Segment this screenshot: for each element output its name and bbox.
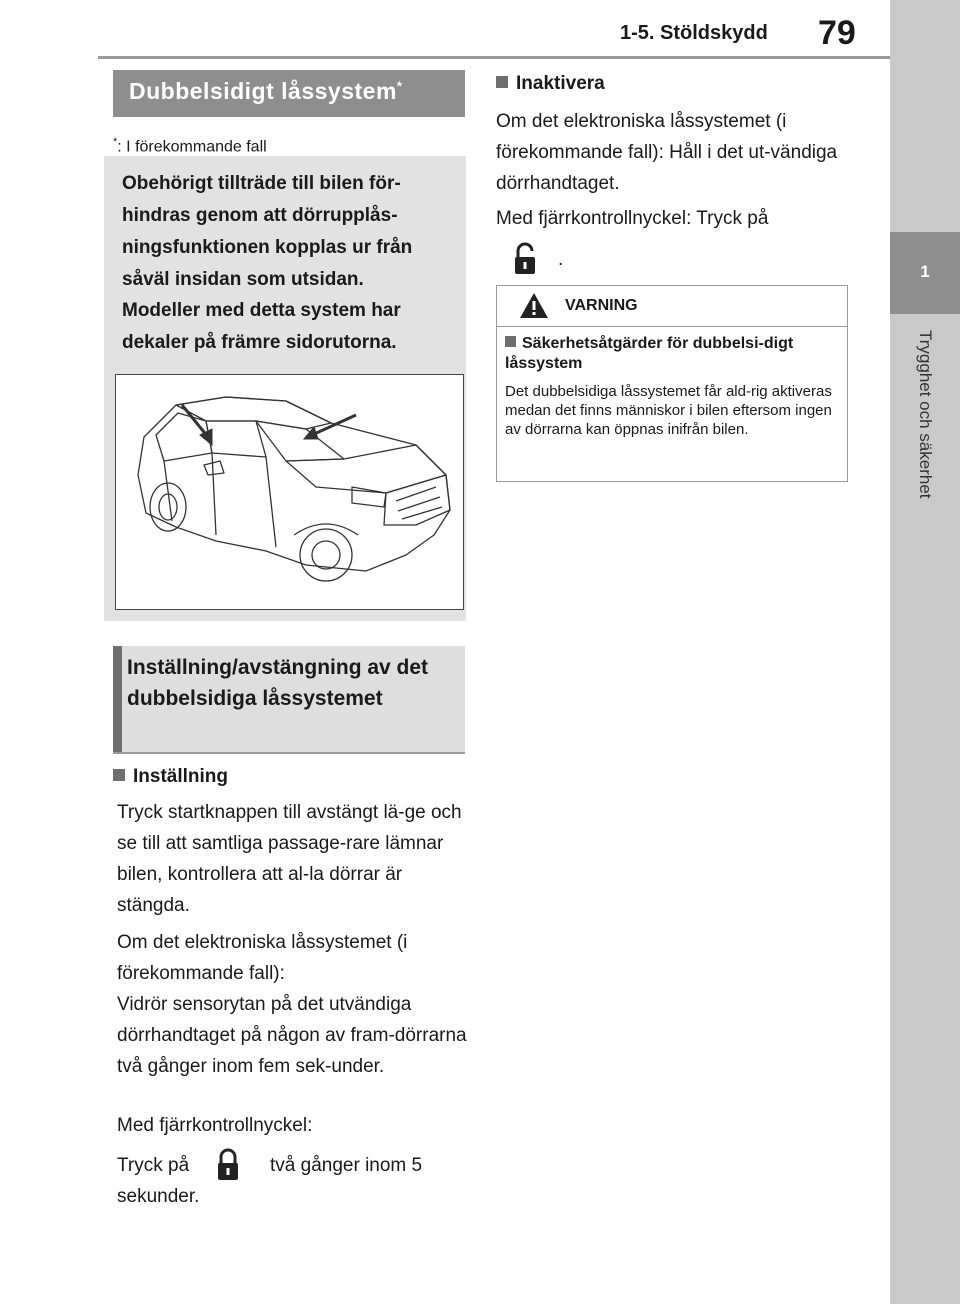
setting-paragraph-3: Vidrör sensorytan på det utvändiga dörrhandtaget på någon av fram-dörrarna två gånger inom fem sek-under. bbox=[117, 994, 467, 1077]
main-heading-text: Dubbelsidigt låssystem bbox=[129, 78, 397, 104]
deactivate-paragraph-2: Med fjärrkontrollnyckel: Tryck på bbox=[496, 208, 769, 229]
footnote-text: : I förekommande fall bbox=[117, 138, 267, 156]
deactivate-paragraph-3: . bbox=[558, 249, 564, 270]
unlock-icon bbox=[510, 240, 540, 278]
setting-paragraph-4: Med fjärrkontrollnyckel: bbox=[117, 1115, 313, 1136]
page-number: 79 bbox=[818, 14, 856, 52]
section-heading: Inställning/avstängning av det dubbelsidiga låssystemet bbox=[127, 656, 429, 710]
deactivate-heading-text: Inaktivera bbox=[516, 73, 605, 94]
deactivate-heading bbox=[496, 73, 605, 95]
section-heading-accent bbox=[113, 646, 122, 752]
intro-paragraph-1: Obehörigt tillträde till bilen för-hindras genom att dörrupplås-ningsfunktionen kopplas ur från såväl insidan som utsidan. bbox=[122, 173, 413, 290]
section-title: 1-5. Stöldskydd bbox=[620, 22, 768, 44]
intro-paragraph-2: Modeller med detta system har dekaler på främre sidorutorna. bbox=[122, 300, 401, 353]
footnote-mark: * bbox=[113, 136, 118, 148]
warning-label: VARNING bbox=[565, 297, 638, 314]
setting-heading bbox=[113, 766, 228, 788]
chapter-sidebar bbox=[890, 0, 960, 1304]
main-heading-mark: * bbox=[396, 78, 403, 94]
setting-paragraph-1: Tryck startknappen till avstängt lä-ge och se till att samtliga passage-rare lämnar bilen, kontrollera att al-la dörrar är stängda. bbox=[117, 802, 462, 916]
setting-heading-text: Inställning bbox=[133, 766, 228, 787]
setting-paragraph-2: Om det elektroniska låssystemet (i förekommande fall): bbox=[117, 932, 408, 984]
square-bullet-icon bbox=[496, 76, 508, 88]
car-drawing bbox=[116, 375, 463, 609]
warning-subheading-text: Säkerhetsåtgärder för dubbelsi-digt låssystem bbox=[505, 335, 794, 372]
setting-paragraph-5a: Tryck på bbox=[117, 1155, 190, 1176]
warning-triangle-icon bbox=[519, 292, 549, 319]
warning-box bbox=[496, 285, 848, 482]
chapter-number: 1 bbox=[920, 262, 930, 281]
square-bullet-icon bbox=[505, 336, 516, 347]
car-illustration bbox=[115, 374, 464, 610]
warning-header bbox=[497, 286, 847, 327]
chapter-title: Trygghet och säkerhet bbox=[916, 330, 935, 499]
deactivate-paragraph-1: Om det elektroniska låssystemet (i förekommande fall): Håll i det ut-vändiga dörrhandtaget. bbox=[496, 111, 838, 194]
setting-paragraph-5b: två gånger inom 5 bbox=[270, 1155, 423, 1176]
warning-subheading bbox=[505, 334, 835, 374]
main-heading bbox=[129, 78, 402, 105]
setting-paragraph-5c: sekunder. bbox=[117, 1186, 200, 1207]
lock-icon bbox=[213, 1146, 243, 1184]
square-bullet-icon bbox=[113, 769, 125, 781]
header-rule bbox=[98, 56, 890, 59]
footnote bbox=[113, 136, 267, 156]
warning-text: Det dubbelsidiga låssystemet får ald-rig aktiveras medan det finns människor i bilen eftersom ingen av dörrarna kan öppnas inifrån bilen. bbox=[505, 383, 832, 438]
